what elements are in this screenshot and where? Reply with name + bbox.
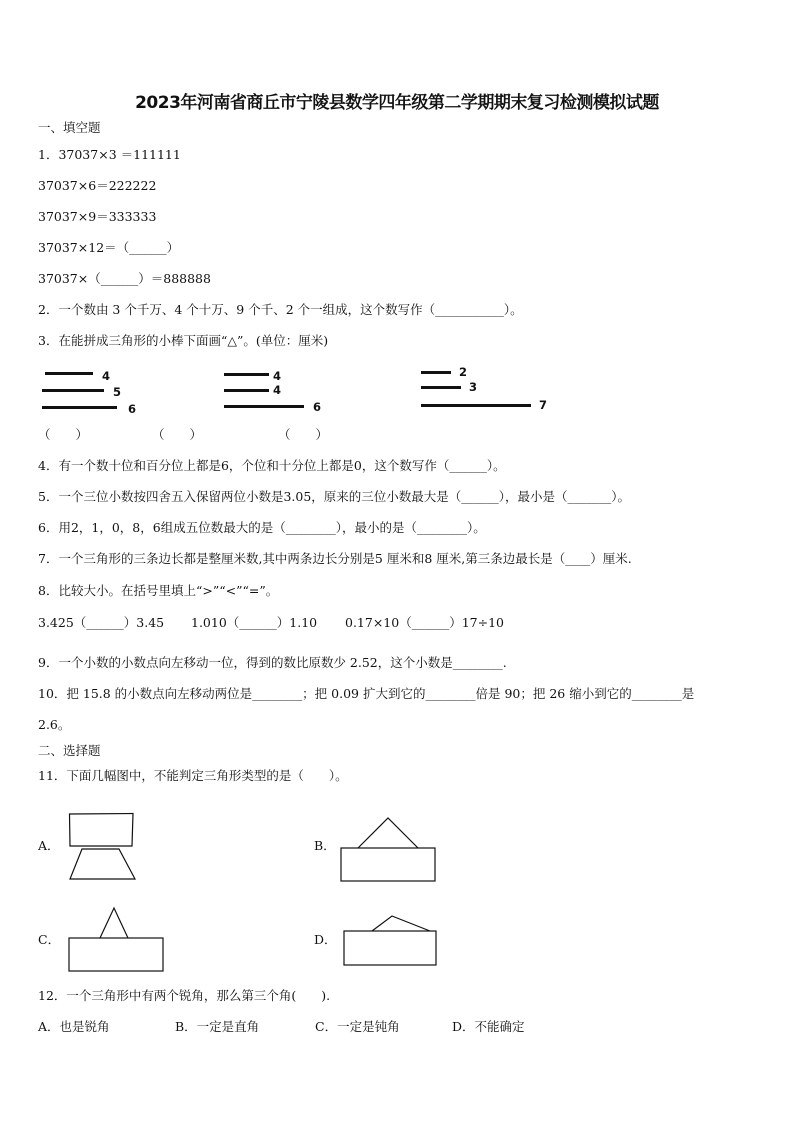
question-3: 3．在能拼成三角形的小棒下面画“△”。(单位：厘米)	[38, 333, 329, 348]
option-c-figure	[68, 906, 166, 974]
question-12: 12．一个三角形中有两个锐角，那么第三个角( ).	[38, 988, 331, 1003]
question-1-line-3: 37037×9＝333333	[38, 209, 157, 224]
stick	[42, 406, 117, 409]
question-10-line-2: 2.6。	[38, 717, 71, 732]
question-10-line-1: 10．把 15.8 的小数点向左移动两位是________；把 0.09 扩大到它的________倍是 90；把 26 缩小到它的________是	[38, 686, 695, 701]
question-4: 4．有一个数十位和百分位上都是6，个位和十分位上都是0，这个数写作（______）。	[38, 458, 506, 473]
option-b-label: B．	[314, 838, 336, 853]
question-1-line-5: 37037×（______）＝888888	[38, 271, 211, 286]
page-title: 2023年河南省商丘市宁陵县数学四年级第二学期期末复习检测模拟试题	[135, 93, 659, 113]
stick-length-label: 7	[539, 398, 548, 412]
section-fill-in-heading: 一、填空题	[38, 120, 101, 135]
stick	[224, 405, 304, 408]
stick	[45, 372, 93, 375]
stick	[421, 371, 451, 374]
question-9: 9．一个小数的小数点向左移动一位，得到的数比原数少 2.52，这个小数是________.	[38, 655, 507, 670]
question-8-compare-1: 3.425（______）3.45	[38, 615, 165, 630]
option-b-figure	[340, 816, 438, 884]
option-d-label: D．	[314, 932, 337, 947]
answer-blank-2: （ ）	[152, 427, 203, 442]
stick-length-label: 4	[102, 369, 111, 383]
question-6: 6．用2，1，0，8，6组成五位数最大的是（________），最小的是（________）。	[38, 520, 486, 535]
question-12-option-c: C．一定是钝角	[315, 1019, 400, 1034]
question-2: 2．一个数由 3 个千万、4 个十万、9 个千、2 个一组成，这个数写作（___________）。	[38, 302, 523, 317]
stick	[421, 404, 531, 407]
question-12-option-d: D．不能确定	[452, 1019, 525, 1034]
question-11: 11．下面几幅图中，不能判定三角形类型的是（ ）。	[38, 768, 348, 783]
option-c-label: C．	[38, 932, 61, 947]
stick-length-label: 2	[459, 365, 468, 379]
question-8: 8．比较大小。在括号里填上“>”“<”“=”。	[38, 583, 279, 598]
stick-length-label: 5	[113, 385, 122, 399]
stick	[421, 386, 461, 389]
stick	[224, 373, 269, 376]
stick	[42, 389, 104, 392]
answer-blank-3: （ ）	[278, 427, 329, 442]
option-d-figure	[340, 913, 440, 969]
question-7: 7．一个三角形的三条边长都是整厘米数,其中两条边长分别是5 厘米和8 厘米,第三条边最长是（____）厘米.	[38, 551, 632, 566]
answer-blank-1: （ ）	[38, 427, 89, 442]
stick-length-label: 3	[469, 380, 478, 394]
question-12-option-b: B．一定是直角	[175, 1019, 260, 1034]
question-12-option-a: A．也是锐角	[38, 1019, 110, 1034]
section-choice-heading: 二、选择题	[38, 743, 101, 758]
stick-length-label: 4	[273, 369, 282, 383]
stick-length-label: 4	[273, 383, 282, 397]
question-1-line-1: 1．37037×3 ＝111111	[38, 147, 181, 162]
question-8-compare-3: 0.17×10（______）17÷10	[345, 615, 504, 630]
option-a-figure	[68, 812, 138, 882]
stick-length-label: 6	[313, 400, 322, 414]
question-8-compare-2: 1.010（______）1.10	[191, 615, 318, 630]
option-a-label: A．	[38, 838, 60, 853]
question-1-line-2: 37037×6＝222222	[38, 178, 157, 193]
stick-length-label: 6	[128, 402, 137, 416]
question-5: 5．一个三位小数按四舍五入保留两位小数是3.05，原来的三位小数最大是（______），最小是（_______）。	[38, 489, 631, 504]
question-1-line-4: 37037×12＝（______）	[38, 240, 180, 255]
stick	[224, 389, 269, 392]
